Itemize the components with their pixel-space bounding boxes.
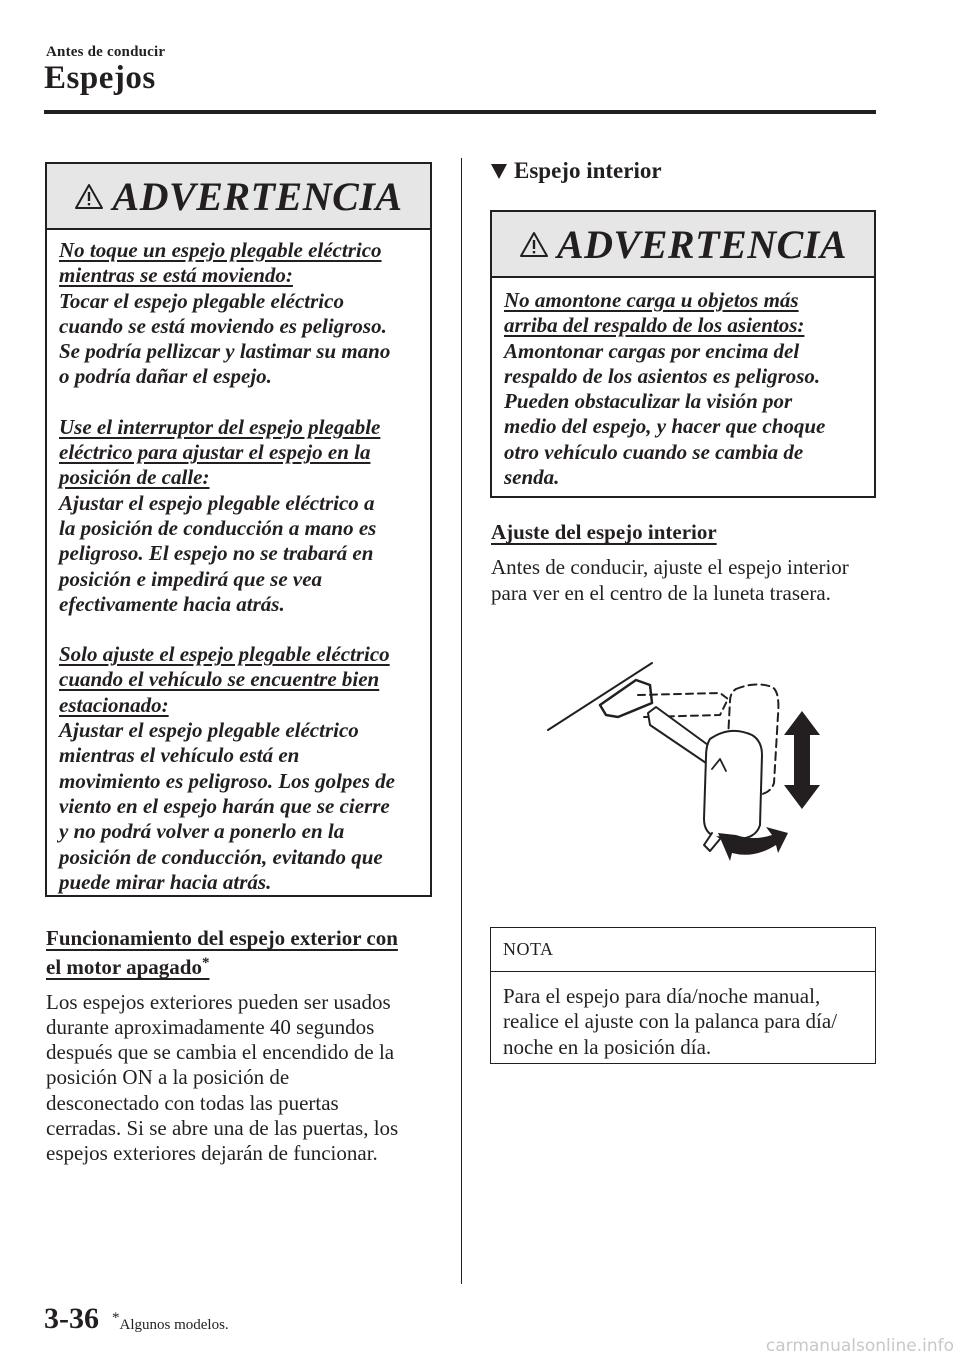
body-line: Antes de conducir, ajuste el espejo interior bbox=[491, 555, 849, 580]
body-line: desconectado con todas las puertas bbox=[46, 1090, 339, 1115]
warning-text-line: viento en el espejo harán que se cierre bbox=[59, 793, 390, 818]
warning-text-line: medio del espejo, y hacer que choque bbox=[504, 414, 826, 439]
subsection-body bbox=[46, 990, 446, 1167]
note-title: NOTA bbox=[491, 928, 875, 972]
page-title: Espejos bbox=[44, 60, 156, 96]
model-marker: * bbox=[201, 955, 210, 972]
warning-heading-line: Solo ajuste el espejo plegable eléctrico bbox=[59, 642, 390, 667]
engine-off-section bbox=[46, 926, 446, 1167]
footnote-marker: * bbox=[112, 1310, 120, 1326]
note-line: Para el espejo para día/noche manual, bbox=[503, 984, 821, 1008]
page-number: 3-36 bbox=[44, 1302, 99, 1335]
warning-text-line: Amontonar cargas por encima del bbox=[504, 338, 800, 363]
warning-header bbox=[47, 164, 430, 230]
warning-title: ADVERTENCIA bbox=[556, 221, 848, 267]
warning-heading-line: posición de calle: bbox=[59, 465, 210, 490]
warning-heading-line: eléctrico para ajustar el espejo en la bbox=[59, 440, 371, 465]
mirror-illustration bbox=[540, 655, 840, 865]
warning-triangle-icon bbox=[74, 183, 104, 210]
note-body bbox=[491, 972, 875, 1060]
warning-text-line: senda. bbox=[504, 465, 560, 490]
triangle-down-icon bbox=[490, 163, 508, 180]
subsection-title-line bbox=[46, 951, 446, 980]
warning-body bbox=[492, 278, 874, 490]
warning-text-line: mientras el vehículo está en bbox=[59, 743, 300, 768]
warning-triangle-icon bbox=[519, 231, 549, 258]
warning-text-line: posición e impedirá que se vea bbox=[59, 566, 323, 591]
warning-text-line: Pueden obstaculizar la visión por bbox=[504, 389, 793, 414]
warning-text-line: Ajustar el espejo plegable eléctrico bbox=[59, 718, 359, 743]
column-divider bbox=[461, 158, 462, 1284]
warning-box-cargo bbox=[490, 210, 876, 498]
warning-heading-line: Use el interruptor del espejo plegable bbox=[59, 414, 381, 439]
note-line: noche en la posición día. bbox=[503, 1034, 712, 1059]
warning-heading-line: No amontone carga u objetos más bbox=[504, 288, 799, 312]
body-line: cerradas. Si se abre una de las puertas, los bbox=[46, 1116, 399, 1141]
warning-body bbox=[47, 230, 430, 895]
warning-text-line: Tocar el espejo plegable eléctrico bbox=[59, 288, 344, 313]
watermark: carmanualsonline.info bbox=[765, 1336, 954, 1356]
warning-text-line: Se podría pellizcar y lastimar su mano bbox=[59, 339, 391, 364]
warning-text-line: otro vehículo cuando se cambia de bbox=[504, 439, 804, 464]
mirror-adjust-section bbox=[491, 520, 891, 606]
body-line: Los espejos exteriores pueden ser usados bbox=[46, 989, 391, 1014]
warning-text-line: respaldo de los asientos es peligroso. bbox=[504, 363, 821, 388]
up-down-arrow-icon bbox=[784, 711, 820, 809]
footnote-text: Algunos modelos. bbox=[119, 1317, 229, 1333]
warning-heading-line: arriba del respaldo de los asientos: bbox=[504, 313, 805, 338]
warning-text-line: peligroso. El espejo no se trabará en bbox=[59, 541, 374, 566]
warning-text-line: puede mirar hacia atrás. bbox=[59, 869, 272, 894]
warning-text-line: efectivamente hacia atrás. bbox=[59, 591, 285, 616]
warning-heading-line: mientras se está moviendo: bbox=[59, 263, 293, 288]
subsection-title: Ajuste del espejo interior bbox=[491, 520, 717, 544]
section-label: Antes de conducir bbox=[46, 44, 166, 60]
warning-text-line: movimiento es peligroso. Los golpes de bbox=[59, 768, 395, 793]
mirror-head bbox=[704, 731, 762, 839]
warning-heading-line: estacionado: bbox=[59, 692, 169, 717]
warning-text-line: posición de conducción, evitando que bbox=[59, 844, 383, 869]
warning-text-line: la posición de conducción a mano es bbox=[59, 515, 377, 540]
subsection-body bbox=[491, 555, 891, 606]
warning-text-line: y no podrá volver a ponerlo en la bbox=[59, 819, 345, 844]
subsection-title-text: el motor apagado bbox=[46, 955, 202, 980]
warning-heading-line: cuando el vehículo se encuentre bien bbox=[59, 667, 380, 692]
mirror-mount bbox=[600, 680, 652, 717]
body-line: posición ON a la posición de bbox=[46, 1065, 290, 1090]
footnote bbox=[112, 1310, 229, 1334]
warning-box-folding-mirror bbox=[45, 162, 432, 897]
right-section-title bbox=[490, 158, 662, 184]
body-line: espejos exteriores dejarán de funcionar. bbox=[46, 1141, 378, 1166]
warning-text-line: Ajustar el espejo plegable eléctrico a bbox=[59, 490, 375, 515]
warning-heading-line: No toque un espejo plegable eléctrico bbox=[59, 238, 382, 262]
note-line: realice el ajuste con la palanca para día/ bbox=[503, 1009, 838, 1034]
body-line: después que se cambia el encendido de la bbox=[46, 1040, 395, 1065]
warning-header bbox=[492, 212, 874, 278]
subsection-title-line: Funcionamiento del espejo exterior con bbox=[46, 926, 398, 950]
body-line: durante aproximadamente 40 segundos bbox=[46, 1014, 375, 1039]
note-box bbox=[490, 927, 876, 1064]
warning-title: ADVERTENCIA bbox=[112, 173, 403, 219]
body-line: para ver en el centro de la luneta trasera. bbox=[491, 580, 831, 605]
warning-text-line: cuando se está moviendo es peligroso. bbox=[59, 313, 387, 338]
section-heading: Espejo interior bbox=[514, 158, 662, 183]
title-rule bbox=[44, 110, 876, 114]
warning-text-line: o podría dañar el espejo. bbox=[59, 364, 272, 389]
